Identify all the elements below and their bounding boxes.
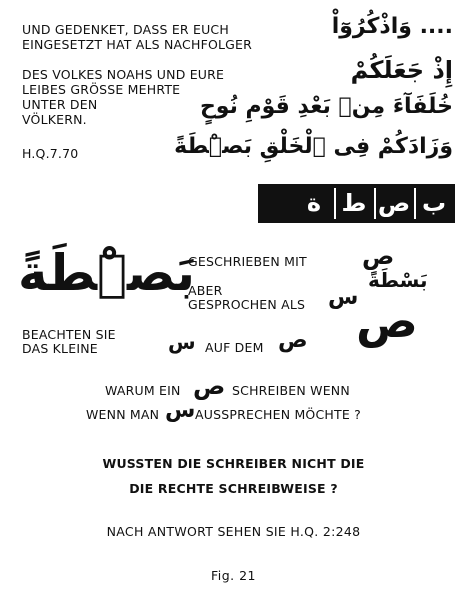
question-line-2b: AUSSPRECHEN MÖCHTE ? [195,407,361,422]
bold-question-line-2: DIE RECHTE SCHREIBWEISE ? [129,481,338,496]
arabic-verse-line-2: إِذْ جَعَلَكُمْ [350,56,453,84]
on-the-label: AUF DEM [205,340,264,355]
bold-question-line-1: WUSSTEN DIE SCHREIBER NICHT DIE [102,456,365,471]
sad-letter-large: ص [356,294,418,348]
answer-reference: NACH ANTWORT SEHEN SIE H.Q. 2:248 [106,524,361,539]
sad-letter-3: ص [193,372,226,400]
arabic-word-large: بَصْۜطَةً [18,244,196,302]
sin-letter-1: س [328,285,359,310]
letter-tile-ta: ط [336,188,372,219]
german-line-2: EINGESETZT HAT ALS NACHFOLGER [22,37,253,52]
sad-letter-1: ص [362,242,395,270]
question-line-1b: SCHREIBEN WENN [232,383,350,398]
german-line-5: UNTER DEN [22,97,98,112]
arabic-verse-line-1: .... وَاذْكُرُوٓاْ [331,14,453,39]
letter-tile-ba: ب [416,188,452,219]
spoken-as-label: GESPROCHEN ALS [188,297,306,312]
note-line-1: BEACHTEN SIE [22,327,116,342]
sin-letter-2: س [168,330,196,354]
letter-tiles [258,184,455,223]
german-line-3: DES VOLKES NOAHS UND EURE [22,67,225,82]
note-line-2: DAS KLEINE [22,341,98,356]
letter-tile-ta-marbuta: ة [296,188,332,219]
arabic-verse-line-3: خُلَفَآءَ مِنۢ بَعْدِ قَوْمِ نُوحٍ [199,94,453,119]
question-line-1a: WARUM EIN [105,383,181,398]
sin-letter-3: س [165,398,196,423]
but-label: ABER [188,283,223,298]
german-line-4: LEIBES GRÖSSE MEHRTE [22,82,181,97]
arabic-verse-line-4: وَزَادَكُمْ فِى ٱلْخَلْقِ بَصْۜطَةً [174,134,453,159]
german-line-6: VÖLKERN. [22,112,87,127]
arabic-word-small: بَسْطَةً [368,268,428,292]
figure-caption: Fig. 21 [210,568,257,583]
german-line-1: UND GEDENKET, DASS ER EUCH [22,22,229,37]
quran-reference: H.Q.7.70 [22,146,79,161]
written-with-label: GESCHRIEBEN MIT [188,254,307,269]
sad-letter-2: ص [278,328,308,353]
question-line-2a: WENN MAN [86,407,160,422]
letter-tile-sad: ص [377,189,411,217]
